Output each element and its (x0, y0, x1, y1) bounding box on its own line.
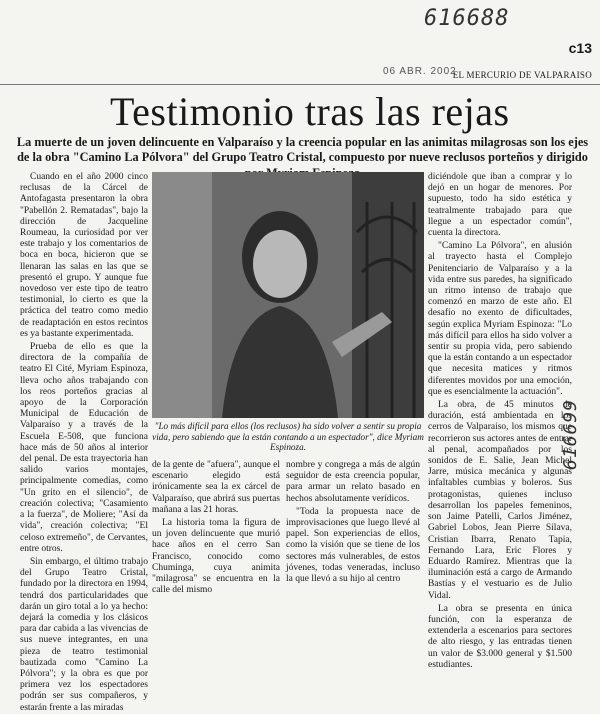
paragraph: La obra, de 45 minutos de duración, está ambientada en los cerros de Valparaíso, los mismos que recorrieron sus actores antes de entrar al penal, acompañados por los sonidos de E. Salie, Jean Michel Jarre, música mecánica y algunas infaltables cumbias y boleros. Sus protagonistas, quienes incluso desarrollan los papeles femeninos, son Jaime Patelli, Carlos Jiménez, Gabriel Lobos, Jean Pierre Silava, Cristian Ibarra, Renato Tapia, Fernando Lara, Eric Flores y Eduardo Ramírez. Mientras que la iluminación está a cargo de Armando Bastías y el vestuario es de Julio Vidal. (428, 400, 572, 601)
paragraph: nombre y congrega a más de algún seguidor de esta creencia popular, para armar un relato basado en hechos absolutamente verídicos. (286, 460, 420, 504)
date-stamp: 06 ABR. 2002 (383, 66, 457, 77)
deck: La muerte de un joven delincuente en Valparaíso y la creencia popular en las animitas milagrosas son los ejes de la obra "Camino La Pólvora" del Grupo Teatro Cristal, compuesto por nueve reclusos porteños y dirigido (16, 135, 589, 165)
paragraph: La historia toma la figura de un joven delincuente que murió hace años en el cerro San Francisco, conocido como Chuminga, cuya animita "milagrosa" se encuentra en la calle del mismo (152, 518, 280, 596)
header-rule (0, 84, 600, 85)
paragraph: Prueba de ello es que la directora de la compañía de teatro El Cité, Myriam Espinoza, lleva ocho años trabajando con los reos porteños gracias al apoyo de la Corporación Municipal de Educación de Valparaíso y a través de la Escuela E-508, que funciona hace más de 50 años al interior del penal. De esta trayectoria han salido varios montajes, principalmente comedias, como "Un grito en el silencio", de creación colectiva; "Casamiento a la fuerza", de Moliere; "Así da vida", creación colectiva; "El celoso extremeño", de Cervantes, entre otros. (20, 342, 148, 554)
article-column-1 (20, 172, 148, 713)
article-column-4 (428, 172, 572, 670)
article-column-3 (286, 460, 420, 585)
page-code: c13 (568, 40, 592, 56)
paragraph: "Camino La Pólvora", en alusión al trayecto hasta el Complejo Penitenciario de Valparaíso y a la vida entre sus paredes, ha significado un ritmo intenso de trabajo que comenzó en marzo de este año. El desafío no exento de dificultades, según explica Myriam Espinoza: "Lo más difícil para ellos ha sido volver a sentir su propia vida, pero sabiendo que la están contando a un espectador que necesita matices y ritmos diferentes movidos por una emoción, que es esencialmente la actuación". (428, 241, 572, 397)
article-column-2 (152, 460, 280, 596)
handwritten-archive-number: 616688 (424, 6, 510, 31)
paragraph: Cuando en el año 2000 cinco reclusas de la Cárcel de Antofagasta presentaron la obra "Pabellón 2. Rematadas", bajo la dirección de Jacqueline Roumeau, la curiosidad por ver este trabajo y los comentarios de boca en boca, hicieron que se llenaran las salas en las que se presentó el grupo. Y aunque fue novedoso ver este tipo de teatro testimonial, lo cierto es que la práctica del teatro como medio de readaptación en estos recintos es ya bastante experimentada. (20, 172, 148, 339)
photo-illustration (152, 172, 424, 418)
paragraph: diciéndole que iban a comprar y lo dejó en un hogar de menores. Por supuesto, todo ha sido estética y teatralmente trabajado para que llegue a un espectador común", cuenta la directora. (428, 172, 572, 239)
paragraph: de la gente de "afuera", aunque el escenario elegido está irónicamente sea la ex cárcel de Valparaíso, que abrirá sus puertas mañana a las 21 horas. (152, 460, 280, 515)
paragraph: La obra se presenta en única función, con la esperanza de extenderla a escenarios para sectores de alto riesgo, y las entradas tienen un valor de $3.000 general y $1.500 estudiantes. (428, 603, 572, 670)
paragraph: Sin embargo, el último trabajo del Grupo Teatro Cristal, fundado por la directora en 1994, tendrá dos particularidades que darán un giro total a lo ya hecho: dejará la comedia y los clásicos para dar cabida a las vivencias de sus nueve integrantes, en una pieza de teatro testimonial bautizada como "Camino La Pólvora"; y la obra es que por primera vez los espectadores podrán ser sus compañeros, y estarán frente a las miradas (20, 556, 148, 713)
photo-myriam-espinoza (152, 172, 424, 418)
handwritten-side-number: 616699 (560, 398, 581, 470)
headline: Testimonio tras las rejas (110, 89, 510, 134)
photo-caption: "Lo más difícil para ellos (los reclusos) ha sido volver a sentir su propia vida, pero sabiendo que la están contando a un espectador", dice Myriam Espinoza. (152, 421, 424, 453)
newspaper-name: EL MERCURIO DE VALPARAISO (452, 70, 592, 80)
paragraph: "Toda la propuesta nace de improvisaciones que luego llevé al papel. Son experiencias de ellos, como la visión que se tiene de los sectores más vulnerables, de estos jóvenes, todas veneradas, incluso la que llevó a su hijo al centro (286, 506, 420, 585)
